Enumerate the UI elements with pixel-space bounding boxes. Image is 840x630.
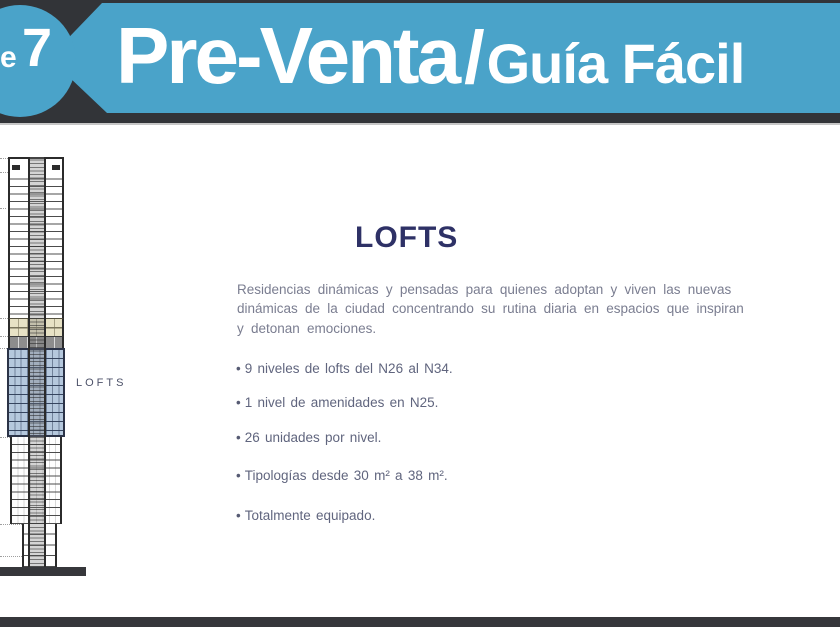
list-item	[236, 361, 453, 376]
level-guide-line	[0, 318, 8, 319]
list-item-text: 1 nivel de amenidades en N25.	[244, 395, 439, 410]
building-core	[28, 157, 46, 568]
list-item-text: Totalmente equipado.	[244, 508, 376, 523]
list-item-text: 9 niveles de lofts del N26 al N34.	[244, 361, 453, 376]
bullet-icon: •	[236, 361, 241, 376]
header-title	[116, 0, 744, 123]
footer-bar	[0, 617, 840, 627]
level-guide-line	[0, 348, 7, 349]
building-parapet-notch	[12, 165, 20, 170]
intro-line: y detonan emociones.	[237, 320, 377, 336]
list-item	[236, 468, 448, 483]
bullet-icon: •	[236, 508, 241, 523]
ground-line	[0, 567, 86, 576]
level-guide-line	[0, 336, 8, 337]
bullet-icon: •	[236, 468, 241, 483]
header-title-separator: /	[464, 16, 485, 99]
header-title-sub: Guía Fácil	[486, 32, 745, 95]
bullet-icon: •	[236, 395, 241, 410]
list-item	[236, 508, 375, 523]
level-guide-line	[0, 524, 22, 525]
header-title-main: Pre-Venta	[116, 11, 459, 100]
list-item-text: Tipologías desde 30 m² a 38 m².	[244, 468, 448, 483]
intro-line: Residencias dinámicas y pensadas para quienes adoptan y viven las nuevas	[237, 282, 732, 297]
intro-paragraph	[237, 280, 840, 338]
logo-text-large: 7	[22, 18, 53, 78]
level-guide-line	[0, 158, 8, 159]
brand-logo	[0, 5, 76, 117]
list-item	[236, 395, 438, 410]
logo-text-small: e	[0, 41, 17, 74]
bullet-icon: •	[236, 430, 241, 445]
page-title: LOFTS	[355, 221, 459, 254]
header-bar	[0, 0, 840, 123]
header-divider	[0, 123, 840, 125]
list-item	[236, 430, 381, 445]
intro-line: dinámicas de la ciudad concentrando su rutina diaria en espacios que inspiran	[237, 301, 744, 317]
level-guide-line	[0, 437, 10, 438]
list-item-text: 26 unidades por nivel.	[244, 430, 382, 445]
level-guide-line	[0, 208, 6, 209]
building-lofts-label: LOFTS	[76, 377, 127, 389]
level-guide-line	[0, 172, 8, 173]
building-parapet-notch	[52, 165, 60, 170]
level-guide-line	[0, 556, 22, 557]
